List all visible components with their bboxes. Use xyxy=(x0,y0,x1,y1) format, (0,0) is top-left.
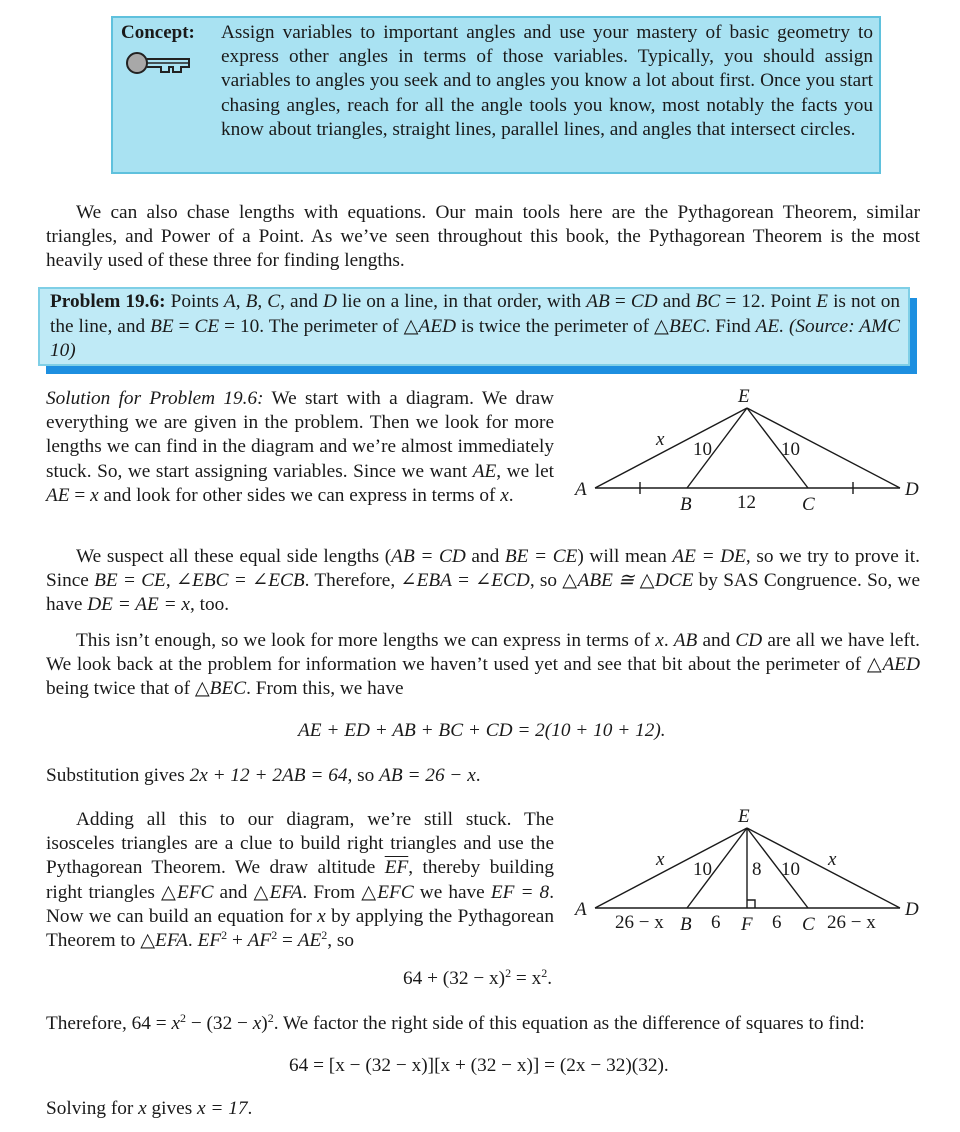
point-label-B: B xyxy=(680,494,692,515)
concept-label: Concept: xyxy=(121,22,195,43)
length-label-AB: 26 − x xyxy=(615,912,664,933)
final-answer-line: Solving for x gives x = 17. xyxy=(46,1098,253,1119)
point-label-E: E xyxy=(738,806,750,827)
point-label-F: F xyxy=(741,914,753,935)
point-label-D: D xyxy=(905,479,919,500)
length-label-AE: x xyxy=(656,429,665,450)
problem-source: . (Source: AMC 10) xyxy=(50,315,900,362)
point-label-E: E xyxy=(738,386,750,407)
length-label-AE: x xyxy=(656,849,665,870)
point-label-C: C xyxy=(802,494,815,515)
point-label-D: D xyxy=(905,899,919,920)
equation-difference-of-squares: 64 = [x − (32 − x)][x + (32 − x)] = (2x − 32)(32). xyxy=(289,1055,669,1076)
length-label-BE: 10 xyxy=(693,439,712,460)
length-label-BC: 12 xyxy=(737,492,756,513)
length-label-CE: 10 xyxy=(781,859,800,880)
problem-box xyxy=(38,287,910,366)
congruence-paragraph: We suspect all these equal side lengths (AB = CD and BE = CE) will mean AE = DE, so we try to prove it. Since BE = CE, ∠EBC = ∠ECB. Therefore, ∠EBA = ∠ECD, so △ABE ≅ △DCE by SAS Congruence. So, we have DE = AE = x, too. xyxy=(46,546,920,616)
solution-label: Solution for Problem 19.6: xyxy=(46,388,264,409)
length-label-BE: 10 xyxy=(693,859,712,880)
substitution-line: Substitution gives 2x + 12 + 2AB = 64, so AB = 26 − x. xyxy=(46,765,481,786)
solution-paragraph: Solution for Problem 19.6: We start with a diagram. We draw everything we are given in the problem. Then we look for more lengths we can find in the diagram and we’re almost immediately stuck. So, we start assigning variables. Since we want AE, we let AE = x and look for other sides we can express in terms of x. xyxy=(46,388,554,506)
point-label-B: B xyxy=(680,914,692,935)
length-label-BF: 6 xyxy=(711,912,721,933)
length-label-FC: 6 xyxy=(772,912,782,933)
triangle-diagram-1 xyxy=(560,380,940,520)
concept-text: Assign variables to important angles and use your mastery of basic geometry to express other angles in terms of those variables. Typically, you should assign variables to angles you seek and to angles you know a lot about first. Once you start chasing angles, reach for all the angle tools you know, most notably the facts you know about triangles, straight lines, parallel lines, and angles that intersect circles. xyxy=(221,22,873,140)
perimeter-paragraph: This isn’t enough, so we look for more lengths we can express in terms of x. AB and CD are all we have left. We look back at the problem for information we haven’t used yet and see that bit about the perimeter of △AED being twice that of △BEC. From this, we have xyxy=(46,630,921,700)
segment-DE xyxy=(747,408,900,488)
point-label-C: C xyxy=(802,914,815,935)
segment-DE xyxy=(747,828,900,908)
length-label-DE: x xyxy=(828,849,837,870)
intro-paragraph: We can also chase lengths with equations. Our main tools here are the Pythagorean Theorem, similar triangles, and Power of a Point. As we’ve seen throughout this book, the Pythagorean Theorem is the most heavily used of these three for finding lengths. xyxy=(46,202,920,272)
key-icon xyxy=(125,50,193,76)
segment-AE xyxy=(595,828,747,908)
length-label-CD: 26 − x xyxy=(827,912,876,933)
point-label-A: A xyxy=(575,479,587,500)
segment-AE xyxy=(595,408,747,488)
right-angle-mark xyxy=(747,900,755,908)
altitude-paragraph: Adding all this to our diagram, we’re still stuck. The isosceles triangles are a clue to build right triangles and use the Pythagorean Theorem. We draw altitude $\overline{EF}$, thereby building right triangles △EFC and △EFA. From △EFC we have EF = 8. Now we can build an equation for x by applying the Pythagorean Theorem to △EFA. $EF^2 + AF^2 = AE^2$, so xyxy=(46,809,555,952)
equation-pythagorean: $64 + (32 - x)^2 = x^2$. xyxy=(403,966,553,989)
triangle-diagram-2 xyxy=(560,800,940,940)
length-label-CE: 10 xyxy=(781,439,800,460)
point-label-A: A xyxy=(575,899,587,920)
problem-label: Problem 19.6: xyxy=(50,291,166,312)
problem-text: Problem 19.6: Points A, B, C, and D lie on a line, in that order, with AB = CD and BC = 12. Point E is not on the line, and BE = CE = 10. The perimeter of △AED is twice the perimeter of △BEC. Find AE. (Source: AMC 10) xyxy=(50,291,900,362)
therefore-line: Therefore, $64 = x^2 - (32 - x)^2$. We factor the right side of this equation as the difference of squares to find: xyxy=(46,1011,865,1034)
equation-perimeter: AE + ED + AB + BC + CD = 2(10 + 10 + 12). xyxy=(298,720,666,741)
length-label-EF: 8 xyxy=(752,859,762,880)
concept-box xyxy=(111,16,881,174)
